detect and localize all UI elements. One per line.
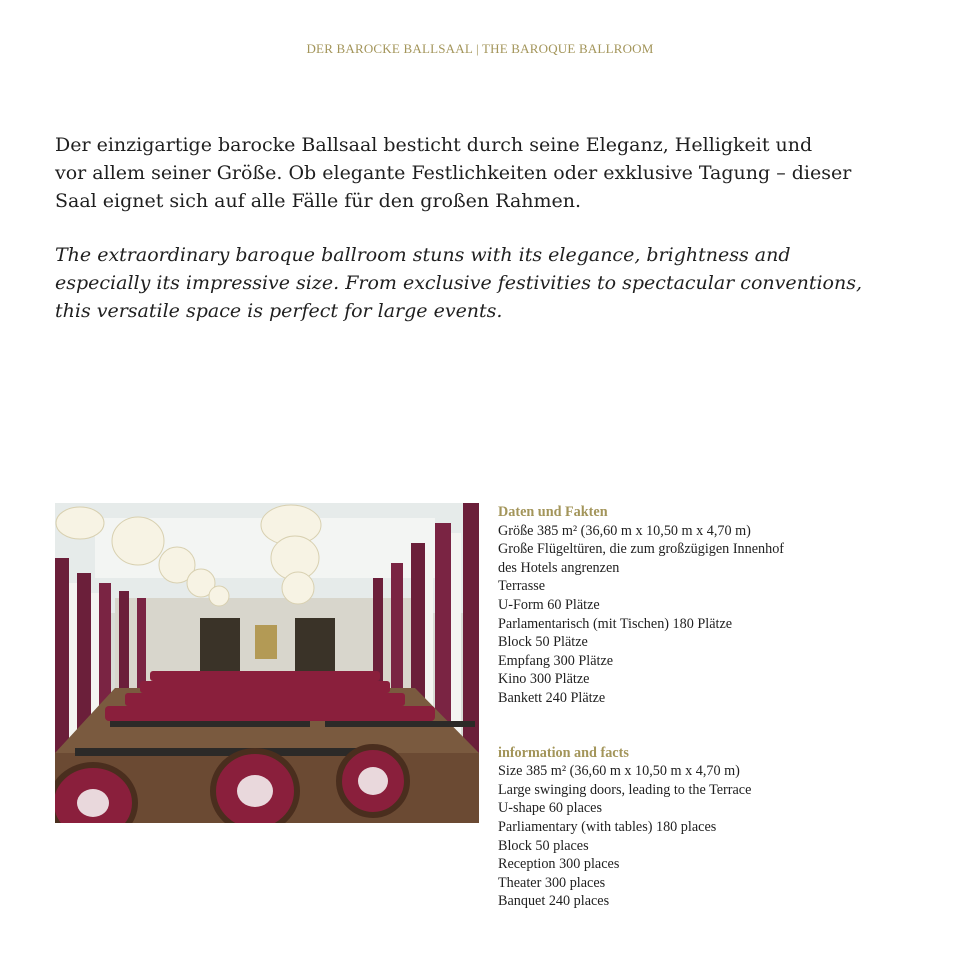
intro-de-line: Saal eignet sich auf alle Fälle für den großen Rahmen. bbox=[55, 190, 582, 212]
facts-en-heading: information and facts bbox=[498, 744, 629, 761]
facts-en-item: Size 385 m² (36,60 m x 10,50 m x 4,70 m) bbox=[498, 763, 740, 780]
intro-en-line: this versatile space is perfect for large events. bbox=[55, 300, 503, 322]
intro-en-line: The extraordinary baroque ballroom stuns with its elegance, brightness and bbox=[55, 244, 791, 266]
facts-de-item: des Hotels angrenzen bbox=[498, 559, 620, 576]
intro-de-line: vor allem seiner Größe. Ob elegante Festlichkeiten oder exklusive Tagung – dieser bbox=[55, 162, 852, 184]
facts-de-item: Größe 385 m² (36,60 m x 10,50 m x 4,70 m) bbox=[498, 522, 751, 539]
facts-en-item: Block 50 places bbox=[498, 837, 589, 854]
facts-en-item: Parliamentary (with tables) 180 places bbox=[498, 818, 717, 835]
facts-en-item: Reception 300 places bbox=[498, 856, 620, 873]
facts-de-heading: Daten und Fakten bbox=[498, 504, 608, 520]
facts-panel bbox=[498, 503, 938, 911]
facts-en-item: Banquet 240 places bbox=[498, 893, 610, 910]
intro-de-line: Der einzigartige barocke Ballsaal besticht durch seine Eleganz, Helligkeit und bbox=[55, 134, 813, 156]
intro-german bbox=[55, 131, 925, 215]
facts-de-item: Parlamentarisch (mit Tischen) 180 Plätze bbox=[498, 615, 733, 632]
facts-de-item: U-Form 60 Plätze bbox=[498, 596, 600, 613]
intro-en-line: especially its impressive size. From exclusive festivities to spectacular conventions, bbox=[55, 272, 863, 294]
page-header: DER BAROCKE BALLSAAL | THE BAROQUE BALLROOM bbox=[306, 41, 654, 56]
facts-german bbox=[498, 503, 938, 708]
facts-de-item: Empfang 300 Plätze bbox=[498, 652, 614, 669]
facts-de-item: Große Flügeltüren, die zum großzügigen Innenhof bbox=[498, 541, 785, 558]
facts-en-item: Theater 300 places bbox=[498, 874, 606, 891]
facts-en-item: Large swinging doors, leading to the Terrace bbox=[498, 781, 752, 798]
facts-de-item: Block 50 Plätze bbox=[498, 634, 588, 651]
facts-de-item: Bankett 240 Plätze bbox=[498, 689, 606, 706]
ballroom-illustration bbox=[55, 503, 479, 823]
facts-de-item: Kino 300 Plätze bbox=[498, 671, 590, 688]
facts-english bbox=[498, 744, 938, 911]
facts-de-item: Terrasse bbox=[498, 578, 546, 595]
facts-en-item: U-shape 60 places bbox=[498, 800, 603, 817]
intro-english bbox=[55, 241, 925, 325]
ballroom-photo bbox=[55, 503, 479, 823]
